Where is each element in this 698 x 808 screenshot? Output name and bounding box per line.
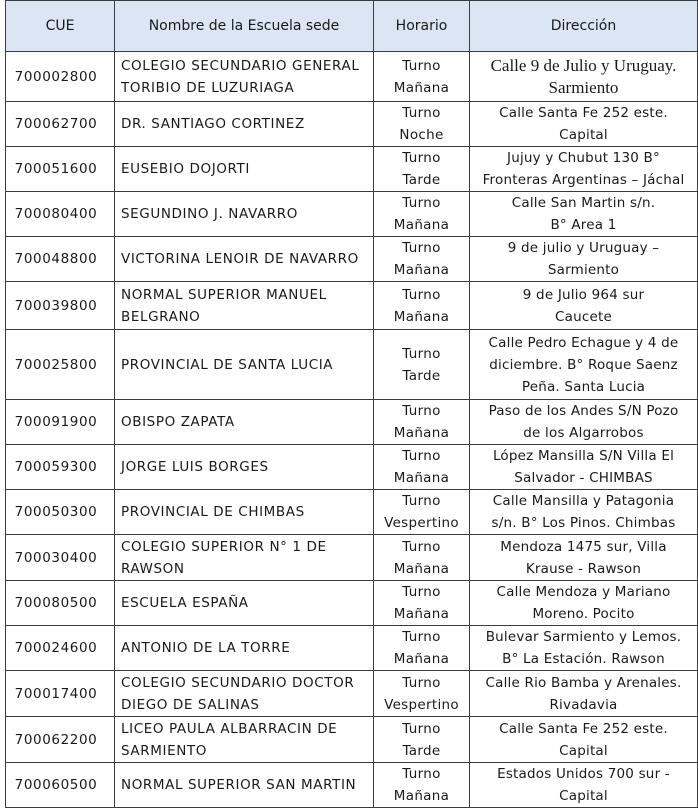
schedule-cell-line: Mañana (393, 217, 450, 233)
schedule-cell-line: Vespertino (384, 696, 459, 713)
address-cell-line: Peña. Santa Lucia (521, 378, 646, 395)
address-cell-line: Capital (559, 742, 608, 759)
schedule-cell (374, 237, 470, 282)
school-name-cell (115, 147, 374, 192)
cue-cell: 700091900 (6, 400, 115, 445)
schedule-cell (374, 147, 470, 192)
schedule-cell (374, 192, 470, 237)
schedule-cell (374, 52, 470, 102)
cue-cell: 700062700 (6, 102, 115, 147)
table-row (6, 763, 698, 808)
schedule-cell-line: Tarde (402, 172, 441, 188)
schedule-cell (374, 535, 470, 581)
schedule-cell-line: Mañana (393, 262, 450, 278)
address-cell-line: López Mansilla S/N Villa El (492, 448, 675, 464)
address-cell-line: Calle Santa Fe 252 este. (499, 720, 668, 737)
address-cell-line: Capital (559, 788, 608, 804)
table-row (6, 192, 698, 237)
school-name-cell (115, 237, 374, 282)
schedule-cell (374, 330, 470, 400)
schedule-cell-line: Mañana (393, 470, 450, 486)
cue-cell: 700059300 (6, 445, 115, 490)
address-cell-line: Bulevar Sarmiento y Lemos. (485, 629, 682, 645)
school-name-cell (115, 763, 374, 808)
schedule-cell-line: Turno (402, 286, 441, 303)
table-row (6, 147, 698, 192)
schedule-cell-line: Turno (402, 584, 441, 600)
schedule-cell-line: Turno (402, 195, 441, 211)
address-cell (470, 282, 698, 330)
header-escuela: Nombre de la Escuela sede (115, 1, 374, 52)
address-cell-line: Sarmiento (548, 77, 619, 97)
address-cell-line: Capital (559, 127, 608, 143)
table-row (6, 535, 698, 581)
address-cell (470, 763, 698, 808)
address-cell (470, 490, 698, 535)
address-cell (470, 52, 698, 102)
schedule-cell (374, 717, 470, 763)
schedule-cell-line: Turno (402, 629, 441, 645)
address-cell-line: de los Algarrobos (523, 425, 644, 441)
cue-cell: 700039800 (6, 282, 115, 330)
table-row (6, 445, 698, 490)
schedule-cell (374, 400, 470, 445)
address-cell-line: Salvador - CHIMBAS (514, 470, 653, 486)
address-cell (470, 581, 698, 626)
school-name-cell-line: RAWSON (121, 560, 185, 577)
address-cell-line: Calle Rio Bamba y Arenales. (485, 674, 682, 691)
school-name-cell (115, 192, 374, 237)
address-cell-line: Sarmiento (547, 262, 620, 278)
address-cell (470, 717, 698, 763)
schedule-cell-line: Turno (402, 105, 441, 121)
address-cell (470, 192, 698, 237)
schedule-cell (374, 626, 470, 671)
school-name-cell-line: SARMIENTO (121, 742, 207, 759)
school-name-cell (115, 282, 374, 330)
schedule-cell (374, 671, 470, 717)
header-cue: CUE (6, 1, 115, 52)
address-cell (470, 237, 698, 282)
address-cell (470, 330, 698, 400)
school-name-cell-line: ESCUELA ESPAÑA (121, 595, 249, 611)
table-row (6, 282, 698, 330)
address-cell-line: Calle Mendoza y Mariano (496, 584, 671, 600)
schedule-cell-line: Mañana (393, 560, 450, 577)
address-cell-line: Caucete (555, 308, 612, 325)
address-cell-line: Moreno. Pocito (532, 606, 635, 622)
address-cell-line: Calle Pedro Echague y 4 de (488, 334, 679, 351)
school-name-cell-line: ANTONIO DE LA TORRE (121, 640, 291, 656)
cue-cell: 700080500 (6, 581, 115, 626)
schedule-cell (374, 490, 470, 535)
cue-cell: 700051600 (6, 147, 115, 192)
address-cell-line: Calle Santa Fe 252 este. (499, 105, 668, 121)
address-cell-line: 9 de Julio 964 sur (522, 286, 645, 303)
address-cell (470, 535, 698, 581)
address-cell (470, 102, 698, 147)
school-name-cell-line: COLEGIO SECUNDARIO DOCTOR (121, 674, 355, 691)
address-cell-line: Calle Mansilla y Patagonia (492, 493, 675, 509)
address-cell (470, 400, 698, 445)
school-name-cell-line: DR. SANTIAGO CORTINEZ (121, 116, 305, 132)
schedule-cell-line: Turno (402, 766, 441, 782)
header-direccion: Dirección (470, 1, 698, 52)
address-cell (470, 445, 698, 490)
cue-cell: 700017400 (6, 671, 115, 717)
schedule-cell-line: Mañana (393, 79, 450, 96)
schedule-cell-line: Mañana (393, 788, 450, 804)
cue-cell: 700060500 (6, 763, 115, 808)
schedule-cell-line: Vespertino (384, 515, 459, 531)
school-name-cell-line: JORGE LUIS BORGES (121, 459, 269, 475)
cue-cell: 700030400 (6, 535, 115, 581)
school-name-cell-line: BELGRANO (121, 308, 201, 325)
schedule-cell-line: Turno (402, 345, 441, 362)
table-row (6, 581, 698, 626)
address-cell-line: B° La Estación. Rawson (502, 651, 665, 667)
schedule-cell (374, 763, 470, 808)
school-name-cell-line: TORIBIO DE LUZURIAGA (121, 79, 295, 96)
school-name-cell-line: PROVINCIAL DE CHIMBAS (121, 504, 305, 520)
address-cell-line: s/n. B° Los Pinos. Chimbas (491, 515, 676, 531)
table-row (6, 237, 698, 282)
school-name-cell-line: NORMAL SUPERIOR MANUEL (121, 286, 327, 303)
schedule-cell-line: Mañana (393, 308, 450, 325)
schedule-cell (374, 445, 470, 490)
header-row (6, 1, 698, 52)
school-name-cell (115, 52, 374, 102)
address-cell-line: Mendoza 1475 sur, Villa (500, 538, 667, 555)
address-cell (470, 626, 698, 671)
address-cell (470, 671, 698, 717)
school-name-cell (115, 330, 374, 400)
cue-cell: 700024600 (6, 626, 115, 671)
school-name-cell-line: COLEGIO SECUNDARIO GENERAL (121, 57, 360, 74)
school-name-cell (115, 535, 374, 581)
schedule-cell-line: Turno (402, 403, 441, 419)
table-row (6, 490, 698, 535)
cue-cell: 700025800 (6, 330, 115, 400)
table-row (6, 52, 698, 102)
schedule-cell-line: Mañana (393, 651, 450, 667)
cue-cell: 700050300 (6, 490, 115, 535)
school-name-cell-line: SEGUNDINO J. NAVARRO (121, 206, 298, 222)
address-cell-line: diciembre. B° Roque Saenz (489, 356, 678, 373)
school-name-cell (115, 490, 374, 535)
schedule-cell-line: Noche (399, 127, 444, 143)
schedule-cell-line: Mañana (393, 425, 450, 441)
school-name-cell-line: OBISPO ZAPATA (121, 414, 235, 430)
schedule-cell-line: Turno (402, 538, 441, 555)
school-name-cell-line: COLEGIO SUPERIOR N° 1 DE (121, 538, 327, 555)
header-horario: Horario (374, 1, 470, 52)
school-name-cell-line: VICTORINA LENOIR DE NAVARRO (121, 251, 359, 267)
schedule-cell-line: Turno (402, 493, 441, 509)
schedule-cell-line: Mañana (393, 606, 450, 622)
address-cell-line: Calle 9 de Julio y Uruguay. (490, 55, 677, 75)
school-name-cell (115, 626, 374, 671)
school-name-cell-line: EUSEBIO DOJORTI (121, 161, 250, 177)
school-name-cell-line: NORMAL SUPERIOR SAN MARTIN (121, 777, 357, 793)
address-cell-line: Fronteras Argentinas – Jáchal (482, 172, 685, 188)
table-row (6, 717, 698, 763)
schedule-cell (374, 581, 470, 626)
address-cell-line: Rivadavia (549, 696, 618, 713)
table-row (6, 400, 698, 445)
table-row (6, 102, 698, 147)
schedule-cell-line: Turno (402, 240, 441, 256)
address-cell-line: Krause - Rawson (525, 560, 642, 577)
school-name-cell (115, 102, 374, 147)
cue-cell: 700002800 (6, 52, 115, 102)
school-name-cell-line: LICEO PAULA ALBARRACIN DE (121, 720, 338, 737)
cue-cell: 700048800 (6, 237, 115, 282)
address-cell-line: 9 de julio y Uruguay – (507, 240, 660, 256)
table-row (6, 671, 698, 717)
school-name-cell (115, 445, 374, 490)
school-name-cell (115, 717, 374, 763)
schedule-cell-line: Turno (402, 57, 441, 74)
cue-cell: 700080400 (6, 192, 115, 237)
schedule-cell-line: Turno (402, 674, 441, 691)
schedule-cell-line: Tarde (402, 367, 441, 384)
schedule-cell-line: Turno (402, 720, 441, 737)
address-cell-line: B° Area 1 (550, 217, 617, 233)
table-row (6, 330, 698, 400)
cue-cell: 700062200 (6, 717, 115, 763)
address-cell-line: Calle San Martin s/n. (511, 195, 656, 211)
schedule-cell-line: Turno (402, 150, 441, 166)
address-cell-line: Jujuy y Chubut 130 B° (507, 150, 660, 166)
schedule-cell (374, 282, 470, 330)
schools-table (5, 0, 698, 808)
school-name-cell (115, 400, 374, 445)
table-row (6, 626, 698, 671)
schedule-cell (374, 102, 470, 147)
address-cell-line: Estados Unidos 700 sur - (497, 766, 670, 782)
address-cell (470, 147, 698, 192)
school-name-cell-line: DIEGO DE SALINAS (121, 696, 260, 713)
school-name-cell (115, 671, 374, 717)
schedule-cell-line: Tarde (402, 742, 441, 759)
address-cell-line: Paso de los Andes S/N Pozo (488, 403, 679, 419)
school-name-cell-line: PROVINCIAL DE SANTA LUCIA (121, 356, 334, 373)
school-name-cell (115, 581, 374, 626)
schedule-cell-line: Turno (402, 448, 441, 464)
